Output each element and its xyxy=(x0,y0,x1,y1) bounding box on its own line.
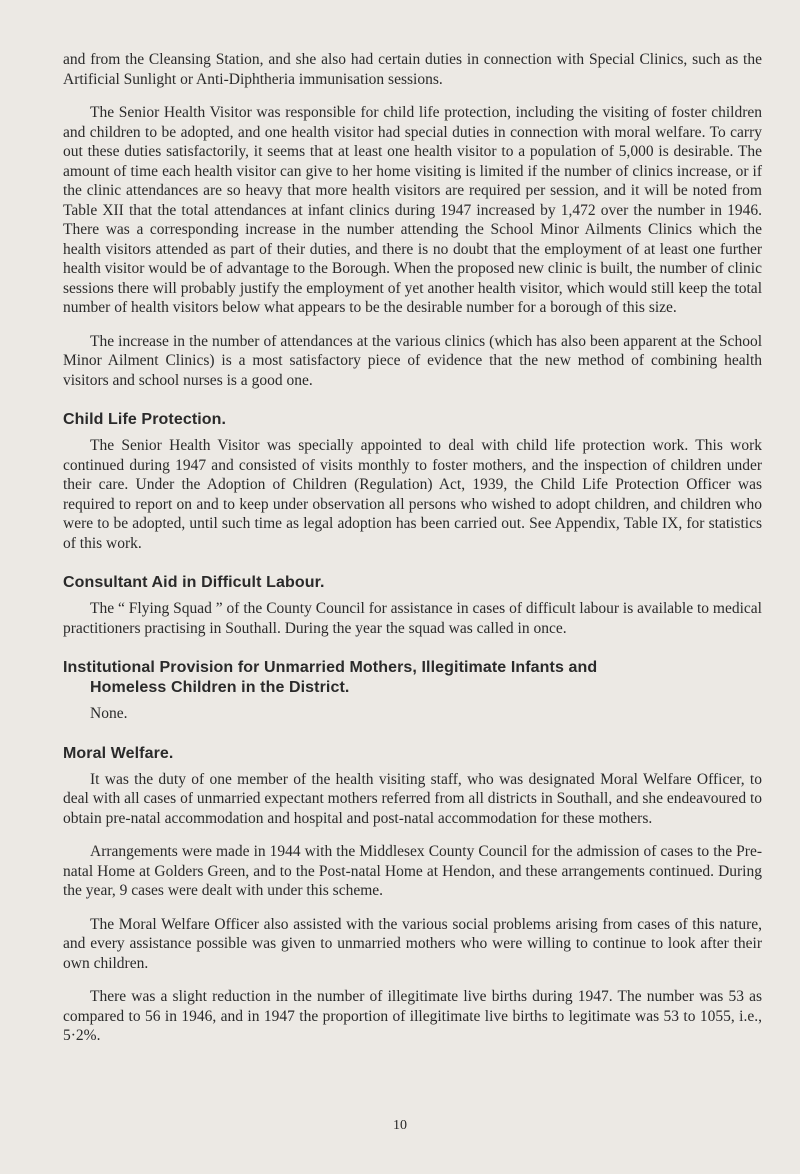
heading-moral-welfare: Moral Welfare. xyxy=(63,744,174,762)
paragraph-arrangements-1944: Arrangements were made in 1944 with the Middlesex County Council for the admission of cases to the Pre-natal Home at Golders Green, and to the Post-natal Home at Hendon, and these arrangements continued. During the year, 9 cases were dealt with under this scheme. xyxy=(63,843,762,899)
page-number: 10 xyxy=(393,1118,407,1133)
paragraph-cleansing-station: and from the Cleansing Station, and she also had certain duties in connection with Special Clinics, such as the Artificial Sunlight or Anti-Diphtheria immunisation sessions. xyxy=(63,51,762,88)
paragraph-illegitimate-births: There was a slight reduction in the number of illegitimate live births during 1947. The number was 53 as compared to 56 in 1946, and in 1947 the proportion of illegitimate live births to legitimate was 53 to 1055, i.e., 5·2%. xyxy=(63,988,762,1044)
paragraph-child-life-protection: The Senior Health Visitor was specially appointed to deal with child life protection work. This work continued during 1947 and consisted of visits monthly to foster mothers, and the inspection of children under their care. Under the Adoption of Children (Regulation) Act, 1939, the Child Life Protection Officer was required to report on and to keep under observation all persons who wished to adopt children, and children who were to be adopted, until such time as legal adoption has been carried out. See Appendix, Table IX, for statistics of this work. xyxy=(63,437,762,552)
heading-child-life-protection: Child Life Protection. xyxy=(63,411,227,428)
heading-institutional-provision-line2: Homeless Children in the District. xyxy=(90,679,350,696)
paragraph-moral-welfare-officer: It was the duty of one member of the health visiting staff, who was designated Moral Welfare Officer, to deal with all cases of unmarried expectant mothers referred from all districts in Southall, and she endeavoured to obtain pre-natal accommodation and hospital and post-natal accommodation for these mothers. xyxy=(63,770,762,827)
paragraph-social-problems: The Moral Welfare Officer also assisted with the various social problems arising from cases of this nature, and every assistance possible was given to unmarried mothers who were willing to continue to look after their own children. xyxy=(63,915,762,972)
paragraph-clinic-attendances: The increase in the number of attendances at the various clinics (which has also been apparent at the School Minor Ailment Clinics) is a most satisfactory piece of evidence that the new method of combining health visitors and school nurses is a good one. xyxy=(63,332,762,389)
heading-institutional-provision-line1: Institutional Provision for Unmarried Mothers, Illegitimate Infants and xyxy=(63,659,598,676)
paragraph-none: None. xyxy=(90,705,128,722)
heading-institutional-provision xyxy=(63,658,762,698)
heading-consultant-aid: Consultant Aid in Difficult Labour. xyxy=(63,574,325,591)
paragraph-flying-squad: The “ Flying Squad ” of the County Council for assistance in cases of difficult labour is available to medical practitioners practising in Southall. During the year the squad was called in once. xyxy=(63,600,762,637)
paragraph-senior-health-visitor: The Senior Health Visitor was responsible for child life protection, including the visiting of foster children and children to be adopted, and one health visitor had special duties in connection with moral welfare. To carry out these duties satisfactorily, it seems that at least one health visitor to a population of 5,000 is desirable. The amount of time each health visitor can give to her home visiting is limited if the number of clinics increase, or if the clinic attendances are so heavy that more health visitors are required per session, and it will be noted from Table XII that the total attendances at infant clinics during 1947 increased by 1,472 over the number in 1946. There was a corresponding increase in the number attending the School Minor Ailments Clinics which the health visitors attended as part of their duties, and there is no doubt that the employment of at least one further health visitor would be of advantage to the Borough. When the proposed new clinic is built, the number of clinic sessions there will probably justify the employment of yet another health visitor, which would still keep the total number of health visitors below what appears to be the desirable number for a borough of this size. xyxy=(63,104,762,316)
